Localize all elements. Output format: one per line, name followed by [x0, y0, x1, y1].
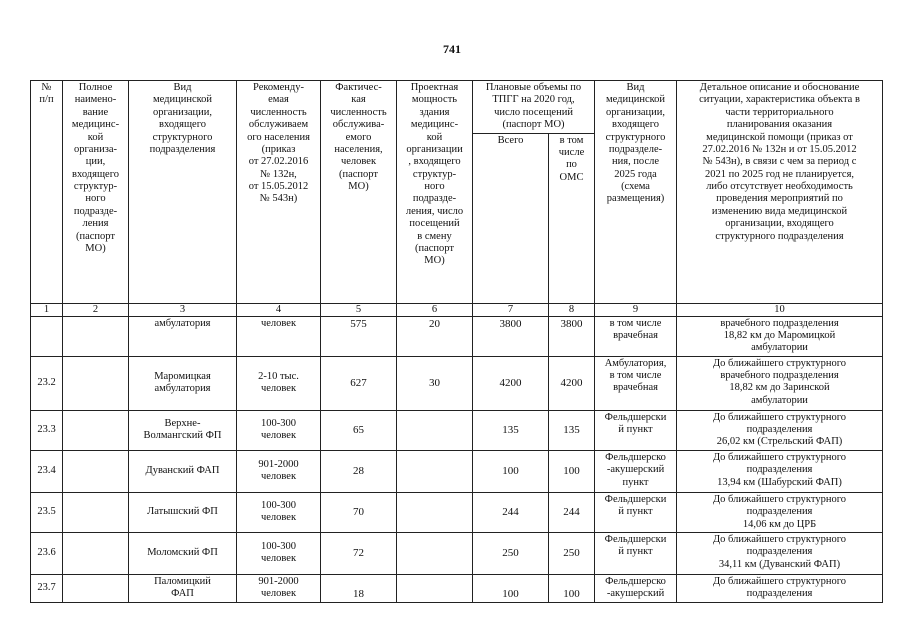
cell-full-name [63, 356, 129, 410]
table-row [31, 492, 883, 532]
col-number: 7 [473, 303, 549, 316]
header-total: Всего [473, 133, 549, 303]
cell-no: 23.6 [31, 532, 63, 574]
header-description: Детальное описание и обоснование ситуации, характеристика объекта в части территориального планирования оказания медицинской помощи (приказ от 27.02.2016 № 132н и от 15.05.2012 № 543н), в связи с чем за период с 2021 по 2025 год не планируется, либо отсутствует необходимость проведения мероприятий по изменению вида медицинской организации, входящего структурного подразделения [677, 81, 883, 304]
cell-actual: 627 [321, 356, 397, 410]
cell-actual: 65 [321, 410, 397, 450]
col-number: 1 [31, 303, 63, 316]
cell-type-after: Фельдшерски й пункт [595, 532, 677, 574]
cell-actual: 18 [321, 574, 397, 602]
cell-full-name [63, 410, 129, 450]
cell-actual: 28 [321, 450, 397, 492]
cell-type-after: Амбулатория, в том числе врачебная [595, 356, 677, 410]
header-org-type: Вид медицинской организации, входящего структурного подразделения [129, 81, 237, 304]
cell-actual: 575 [321, 316, 397, 356]
cell-oms: 100 [549, 574, 595, 602]
cell-full-name [63, 450, 129, 492]
cell-oms: 100 [549, 450, 595, 492]
header-recommended-population: Рекоменду- емая численность обслуживаем ого населения (приказ от 27.02.2016 № 132н, от 15.05.2012 № 543н) [237, 81, 321, 304]
col-number: 5 [321, 303, 397, 316]
cell-total: 135 [473, 410, 549, 450]
header-no: № п/п [31, 81, 63, 304]
cell-description: До ближайшего структурного подразделения 26,02 км (Стрельский ФАП) [677, 410, 883, 450]
cell-type-after: Фельдшерско -акушерский [595, 574, 677, 602]
cell-no: 23.2 [31, 356, 63, 410]
cell-description: До ближайшего структурного врачебного подразделения 18,82 км до Заринской амбулатории [677, 356, 883, 410]
cell-type-after: Фельдшерско -акушерский пункт [595, 450, 677, 492]
col-number: 10 [677, 303, 883, 316]
cell-capacity [397, 410, 473, 450]
cell-full-name [63, 574, 129, 602]
cell-type: Дуванский ФАП [129, 450, 237, 492]
header-oms: в том числе по ОМС [549, 133, 595, 303]
table-row [31, 410, 883, 450]
cell-description: врачебного подразделения 18,82 км до Маромицкой амбулатории [677, 316, 883, 356]
cell-actual: 70 [321, 492, 397, 532]
cell-total: 244 [473, 492, 549, 532]
cell-type-after: в том числе врачебная [595, 316, 677, 356]
col-number: 9 [595, 303, 677, 316]
cell-full-name [63, 316, 129, 356]
cell-recommended: 2-10 тыс. человек [237, 356, 321, 410]
cell-recommended: 100-300 человек [237, 492, 321, 532]
cell-total: 4200 [473, 356, 549, 410]
cell-type-after: Фельдшерски й пункт [595, 492, 677, 532]
facilities-table [30, 80, 883, 603]
cell-no: 23.3 [31, 410, 63, 450]
header-design-capacity: Проектная мощность здания медицинс- кой организации , входящего структур- ного подразде- ления, число посещений в смену (паспорт МО) [397, 81, 473, 304]
cell-description: До ближайшего структурного подразделения [677, 574, 883, 602]
header-org-type-after-2025: Вид медицинской организации, входящего структурного подразделе- ния, после 2025 года (схема размещения) [595, 81, 677, 304]
col-number: 2 [63, 303, 129, 316]
header-planned-volumes: Плановые объемы по ТПГГ на 2020 год, число посещений (паспорт МО) [473, 81, 595, 134]
cell-type: Верхне- Волмангский ФП [129, 410, 237, 450]
cell-total: 100 [473, 574, 549, 602]
cell-capacity [397, 450, 473, 492]
cell-type-after: Фельдшерски й пункт [595, 410, 677, 450]
cell-capacity [397, 532, 473, 574]
cell-no: 23.4 [31, 450, 63, 492]
cell-recommended: человек [237, 316, 321, 356]
header-actual-population: Фактичес- кая численность обслужива- емого населения, человек (паспорт МО) [321, 81, 397, 304]
cell-capacity [397, 574, 473, 602]
cell-recommended: 901-2000 человек [237, 574, 321, 602]
cell-capacity: 30 [397, 356, 473, 410]
cell-no: 23.7 [31, 574, 63, 602]
col-number: 3 [129, 303, 237, 316]
cell-recommended: 100-300 человек [237, 410, 321, 450]
table-row [31, 574, 883, 602]
cell-recommended: 100-300 человек [237, 532, 321, 574]
cell-description: До ближайшего структурного подразделения 34,11 км (Дуванский ФАП) [677, 532, 883, 574]
cell-total: 100 [473, 450, 549, 492]
cell-oms: 3800 [549, 316, 595, 356]
cell-no [31, 316, 63, 356]
cell-full-name [63, 532, 129, 574]
table-row [31, 356, 883, 410]
page-number: 741 [443, 42, 461, 56]
table-row [31, 316, 883, 356]
cell-total: 3800 [473, 316, 549, 356]
cell-no: 23.5 [31, 492, 63, 532]
cell-oms: 250 [549, 532, 595, 574]
cell-full-name [63, 492, 129, 532]
cell-total: 250 [473, 532, 549, 574]
table-row [31, 450, 883, 492]
table-row [31, 532, 883, 574]
cell-description: До ближайшего структурного подразделения 13,94 км (Шабурский ФАП) [677, 450, 883, 492]
cell-capacity [397, 492, 473, 532]
column-numbers-row [31, 303, 883, 316]
cell-type: Моломский ФП [129, 532, 237, 574]
cell-type: амбулатория [129, 316, 237, 356]
cell-oms: 4200 [549, 356, 595, 410]
cell-type: Латышский ФП [129, 492, 237, 532]
col-number: 4 [237, 303, 321, 316]
cell-recommended: 901-2000 человек [237, 450, 321, 492]
col-number: 6 [397, 303, 473, 316]
cell-type: Маромицкая амбулатория [129, 356, 237, 410]
cell-capacity: 20 [397, 316, 473, 356]
cell-oms: 135 [549, 410, 595, 450]
cell-oms: 244 [549, 492, 595, 532]
cell-actual: 72 [321, 532, 397, 574]
cell-description: До ближайшего структурного подразделения 14,06 км до ЦРБ [677, 492, 883, 532]
cell-type: Паломицкий ФАП [129, 574, 237, 602]
header-full-name: Полное наимено- вание медицинс- кой организа- ции, входящего структур- ного подразде- ления (паспорт МО) [63, 81, 129, 304]
col-number: 8 [549, 303, 595, 316]
